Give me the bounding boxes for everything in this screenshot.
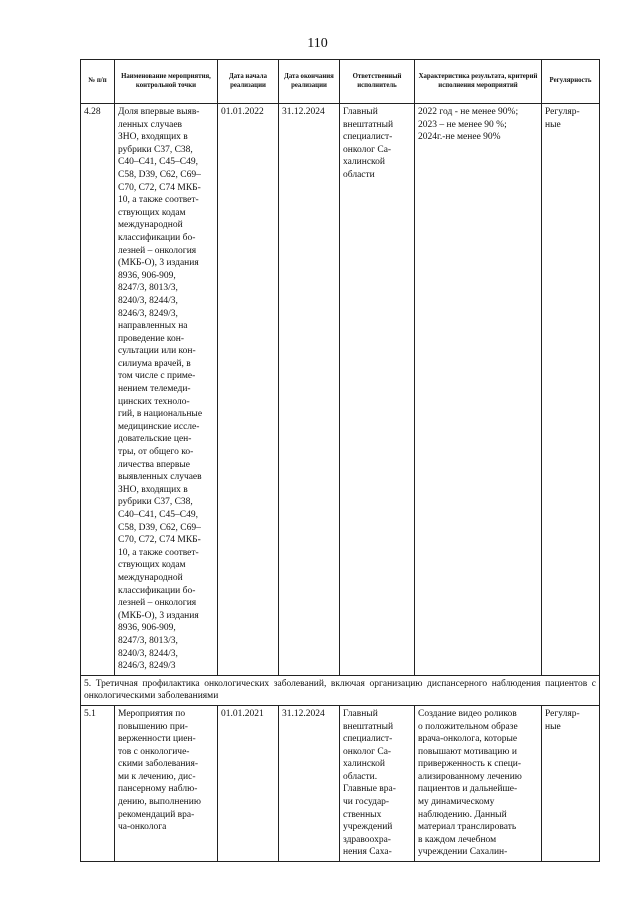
cell-line: дению, выполнению (118, 797, 201, 808)
row-result (415, 705, 542, 861)
cell-line: ми к лечению, дис- (118, 771, 196, 782)
row-start: 01.01.2021 (218, 705, 279, 861)
cell-line: 8936, 906-909, (118, 623, 176, 634)
row-name (115, 705, 218, 861)
cell-line: здравоохра- (343, 834, 391, 845)
table-row (81, 104, 600, 676)
cell-line: халинской (343, 157, 386, 168)
cell-line: ствующих кодам (118, 560, 186, 571)
cell-line: 8240/3, 8244/3, (118, 648, 178, 659)
header-start: Дата начала реализации (218, 60, 279, 104)
cell-line: Доля впервые выяв- (118, 107, 200, 117)
cell-line: ные (545, 119, 561, 130)
cell-line: международной (118, 220, 183, 231)
cell-line: довательские цен- (118, 434, 192, 445)
cell-line: области. (343, 771, 378, 782)
cell-line: 2024г.-не менее 90% (418, 132, 501, 143)
cell-line: С40–С41, С45–С49, (118, 157, 198, 168)
cell-line: классификации бо- (118, 232, 196, 243)
row-responsible (340, 104, 415, 676)
row-regularity (542, 705, 600, 861)
cell-line: 8246/3, 8249/3, (118, 308, 178, 319)
cell-line: ные (545, 721, 561, 732)
cell-line: лезней – онкология (118, 245, 197, 256)
cell-line: С70, С72, С74 МКБ- (118, 182, 201, 193)
cell-line: Создание видео роликов (418, 708, 517, 719)
section-row (81, 675, 600, 705)
cell-line: скими заболевания- (118, 759, 199, 770)
cell-line: наблюдению. Данный (418, 809, 507, 820)
cell-line: С58, D39, С62, С69– (118, 522, 201, 533)
cell-line: врача-онколога, которые (418, 734, 518, 745)
cell-line: выявленных случаев (118, 472, 202, 483)
cell-line: рубрики С37, С38, (118, 497, 193, 508)
cell-line: 8247/3, 8013/3, (118, 283, 178, 294)
cell-line: ализированному лечению (418, 771, 522, 782)
cell-line: проведение кон- (118, 333, 185, 344)
row-responsible (340, 705, 415, 861)
cell-line: Главные вра- (343, 784, 396, 795)
cell-line: ЗНО, входящих в (118, 484, 188, 495)
row-result (415, 104, 542, 676)
cell-line: рубрики С37, С38, (118, 144, 193, 155)
row-num: 5.1 (81, 705, 115, 861)
cell-line: учреждении Сахалин- (418, 847, 508, 858)
cell-line: цинских техноло- (118, 396, 190, 407)
cell-line: тры, от общего ко- (118, 447, 194, 458)
cell-line: Главный (343, 107, 378, 117)
cell-line: области (343, 169, 375, 180)
cell-line: лезней – онкология (118, 598, 197, 609)
cell-line: Мероприятия по (118, 708, 186, 719)
cell-line: С70, С72, С74 МКБ- (118, 535, 201, 546)
cell-line: му динамическому (418, 797, 495, 808)
row-name (115, 104, 218, 676)
cell-line: повышению при- (118, 721, 188, 732)
cell-line: ственных (343, 809, 382, 820)
cell-line: внештатный (343, 721, 394, 732)
table-row (81, 705, 600, 861)
row-end: 31.12.2024 (279, 705, 340, 861)
cell-line: 2023 – не менее 90 %; (418, 119, 507, 130)
cell-line: нением телемеди- (118, 384, 191, 395)
cell-line: в каждом лечебном (418, 834, 497, 845)
cell-line: Главный (343, 708, 378, 719)
cell-line: материал транслировать (418, 822, 517, 833)
cell-line: повышают мотивацию и (418, 746, 517, 757)
header-result: Характеристика результата, критерий исполнения мероприятий (415, 60, 542, 104)
section-heading: 5. Третичная профилактика онкологических заболеваний, включая организацию диспансерного наблюдения пациентов с онкологическими заболеваниями (81, 675, 600, 705)
cell-line: верженности циен- (118, 734, 196, 745)
cell-line: чи государ- (343, 797, 390, 808)
cell-line: 8246/3, 8249/3 (118, 661, 176, 672)
cell-line: медицинские иссле- (118, 421, 200, 432)
table-header-row (81, 60, 600, 104)
cell-line: 10, а также соответ- (118, 547, 199, 558)
row-start: 01.01.2022 (218, 104, 279, 676)
cell-line: учреждений (343, 822, 393, 833)
cell-line: 8247/3, 8013/3, (118, 635, 178, 646)
cell-line: о положительном образе (418, 721, 518, 732)
cell-line: ЗНО, входящих в (118, 132, 188, 143)
cell-line: специалист- (343, 132, 393, 143)
cell-line: специалист- (343, 734, 393, 745)
cell-line: С40–С41, С45–С49, (118, 510, 198, 520)
cell-line: внештатный (343, 119, 394, 130)
page-number: 110 (307, 36, 328, 51)
header-num: № п/п (81, 60, 115, 104)
cell-line: 8240/3, 8244/3, (118, 295, 178, 306)
cell-line: силиума врачей, в (118, 358, 191, 369)
row-num: 4.28 (81, 104, 115, 676)
cell-line: том числе с приме- (118, 371, 196, 382)
cell-line: халинской (343, 759, 386, 770)
cell-line: гий, в национальные (118, 409, 203, 420)
header-regularity: Регулярность (542, 60, 600, 104)
cell-line: Регуляр- (545, 708, 580, 719)
cell-line: тов с онкологиче- (118, 746, 190, 757)
cell-line: 10, а также соответ- (118, 195, 199, 206)
cell-line: С58, D39, С62, С69– (118, 169, 201, 180)
cell-line: приверженность к специ- (418, 759, 522, 770)
cell-line: сультации или кон- (118, 346, 196, 357)
measures-table (80, 59, 600, 862)
cell-line: пансерному наблю- (118, 784, 198, 795)
cell-line: личества впервые (118, 459, 190, 470)
cell-line: 2022 год - не менее 90%; (418, 107, 519, 117)
cell-line: (МКБ-О), 3 издания (118, 258, 199, 269)
cell-line: ча-онколога (118, 822, 167, 833)
cell-line: Регуляр- (545, 107, 580, 117)
cell-line: 8936, 906-909, (118, 270, 176, 281)
cell-line: (МКБ-О), 3 издания (118, 610, 199, 621)
row-end: 31.12.2024 (279, 104, 340, 676)
cell-line: онколог Са- (343, 746, 392, 757)
cell-line: классификации бо- (118, 585, 196, 596)
cell-line: направленных на (118, 321, 188, 332)
row-regularity (542, 104, 600, 676)
cell-line: рекомендаций вра- (118, 809, 195, 820)
cell-line: ствующих кодам (118, 207, 186, 218)
cell-line: онколог Са- (343, 144, 392, 155)
cell-line: ленных случаев (118, 119, 183, 130)
cell-line: международной (118, 572, 183, 583)
cell-line: нения Саха- (343, 847, 392, 858)
cell-line: пациентов и дальнейше- (418, 784, 518, 795)
header-name: Наименование мероприятия, контрольной точки (115, 60, 218, 104)
header-responsible: Ответственный исполнитель (340, 60, 415, 104)
header-end: Дата окончания реализации (279, 60, 340, 104)
